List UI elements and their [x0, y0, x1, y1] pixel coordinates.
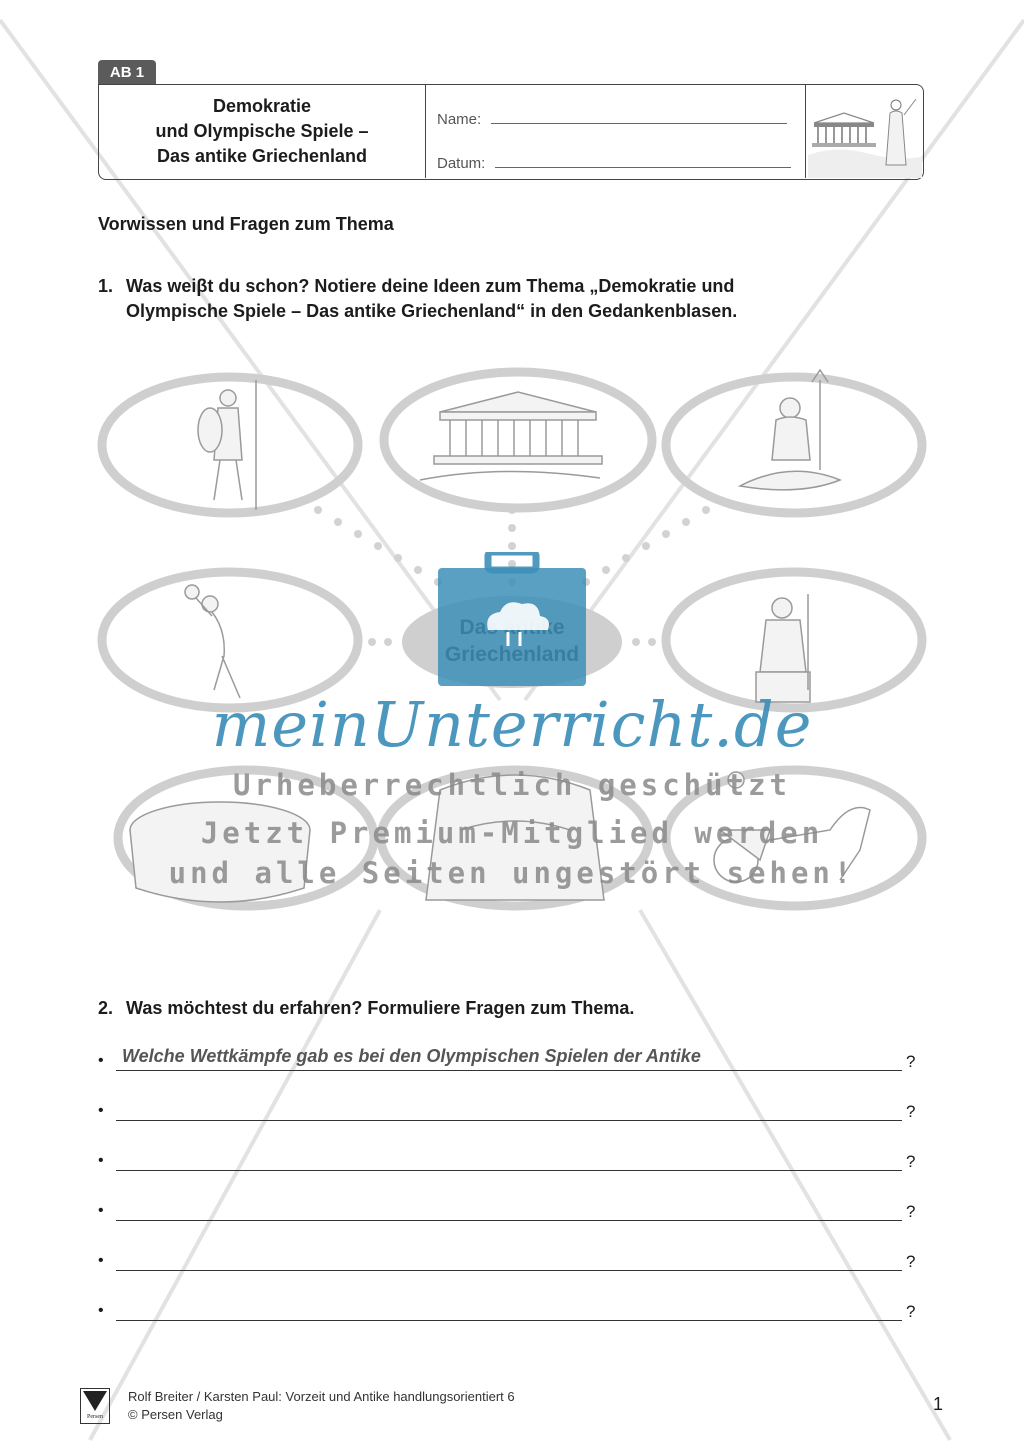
briefcase-cloud-icon: [436, 552, 588, 688]
answer-line[interactable]: [116, 1070, 902, 1071]
name-field[interactable]: [437, 111, 787, 128]
title-line-2: und Olympische Spiele –: [155, 121, 369, 141]
footer-citation-block: [128, 1388, 515, 1424]
footer-publisher: © Persen Verlag: [128, 1407, 223, 1422]
bullet: •: [98, 1152, 104, 1169]
watermark-brand: meinUnterricht.de: [211, 688, 813, 761]
section-heading: Vorwissen und Fragen zum Thema: [98, 214, 394, 234]
page-number: 1: [933, 1394, 944, 1414]
question-line-6[interactable]: [98, 1296, 928, 1328]
poseidon-illustration: [740, 370, 840, 490]
question-line-3[interactable]: [98, 1146, 928, 1178]
question-mark: ?: [906, 1202, 916, 1221]
question-line-1[interactable]: [98, 1046, 928, 1078]
answer-line[interactable]: [116, 1320, 902, 1321]
watermark-line-1: Urheberrechtlich geschützt: [233, 768, 791, 802]
bullet: •: [98, 1252, 104, 1269]
answer-line[interactable]: [116, 1270, 902, 1271]
title-line-3: Das antike Griechenland: [156, 146, 368, 166]
task-1-line-2: Olympische Spiele – Das antike Griechenland“ in den Gedankenblasen.: [126, 301, 738, 321]
bullet: •: [98, 1102, 104, 1119]
publisher-logo-text: Persen: [87, 1414, 103, 1420]
task-2: [98, 996, 918, 1022]
question-line-4[interactable]: [98, 1196, 928, 1228]
title-line-1: Demokratie: [212, 96, 312, 116]
date-field[interactable]: [437, 155, 791, 172]
worksheet-tag: AB 1: [98, 60, 156, 84]
question-mark: ?: [906, 1252, 916, 1271]
question-mark: ?: [906, 1302, 916, 1321]
date-label: Datum:: [437, 155, 486, 172]
task-1-line-1: Was weiβt du schon? Notiere deine Ideen zum Thema „Demokratie und: [126, 276, 735, 296]
answer-line[interactable]: [116, 1120, 902, 1121]
question-mark: ?: [906, 1052, 916, 1071]
name-line[interactable]: [491, 122, 787, 124]
watermark-line-3: und alle Seiten ungestört sehen!: [168, 856, 856, 890]
warrior-illustration: [198, 380, 256, 510]
zeus-illustration: [756, 594, 810, 702]
bullet: •: [98, 1202, 104, 1219]
question-mark: ?: [906, 1152, 916, 1171]
answer-line[interactable]: [116, 1220, 902, 1221]
question-line-2[interactable]: [98, 1096, 928, 1128]
bullet: •: [98, 1052, 104, 1069]
worksheet-title: [99, 85, 426, 178]
date-line[interactable]: [495, 166, 791, 168]
footer-citation: Rolf Breiter / Karsten Paul: Vorzeit und Antike handlungsorientiert 6: [128, 1389, 515, 1404]
watermark-line-2: Jetzt Premium-Mitglied werden: [200, 816, 824, 850]
question-mark: ?: [906, 1102, 916, 1121]
answer-line[interactable]: [116, 1170, 902, 1171]
parthenon-illustration: [420, 392, 602, 480]
task-1-number: 1.: [98, 276, 114, 296]
discus-thrower-illustration: [185, 585, 240, 698]
greek-temple-statue-illustration: [805, 85, 924, 178]
task-1: [98, 274, 918, 326]
task-2-number: 2.: [98, 998, 114, 1018]
publisher-logo: [80, 1388, 110, 1424]
header-box: [98, 84, 924, 180]
question-line-5[interactable]: [98, 1246, 928, 1278]
task-2-text: Was möchtest du erfahren? Formuliere Fragen zum Thema.: [126, 998, 635, 1018]
example-question: Welche Wettkämpfe gab es bei den Olympischen Spielen der Antike: [122, 1046, 701, 1066]
bullet: •: [98, 1302, 104, 1319]
name-label: Name:: [437, 111, 482, 128]
